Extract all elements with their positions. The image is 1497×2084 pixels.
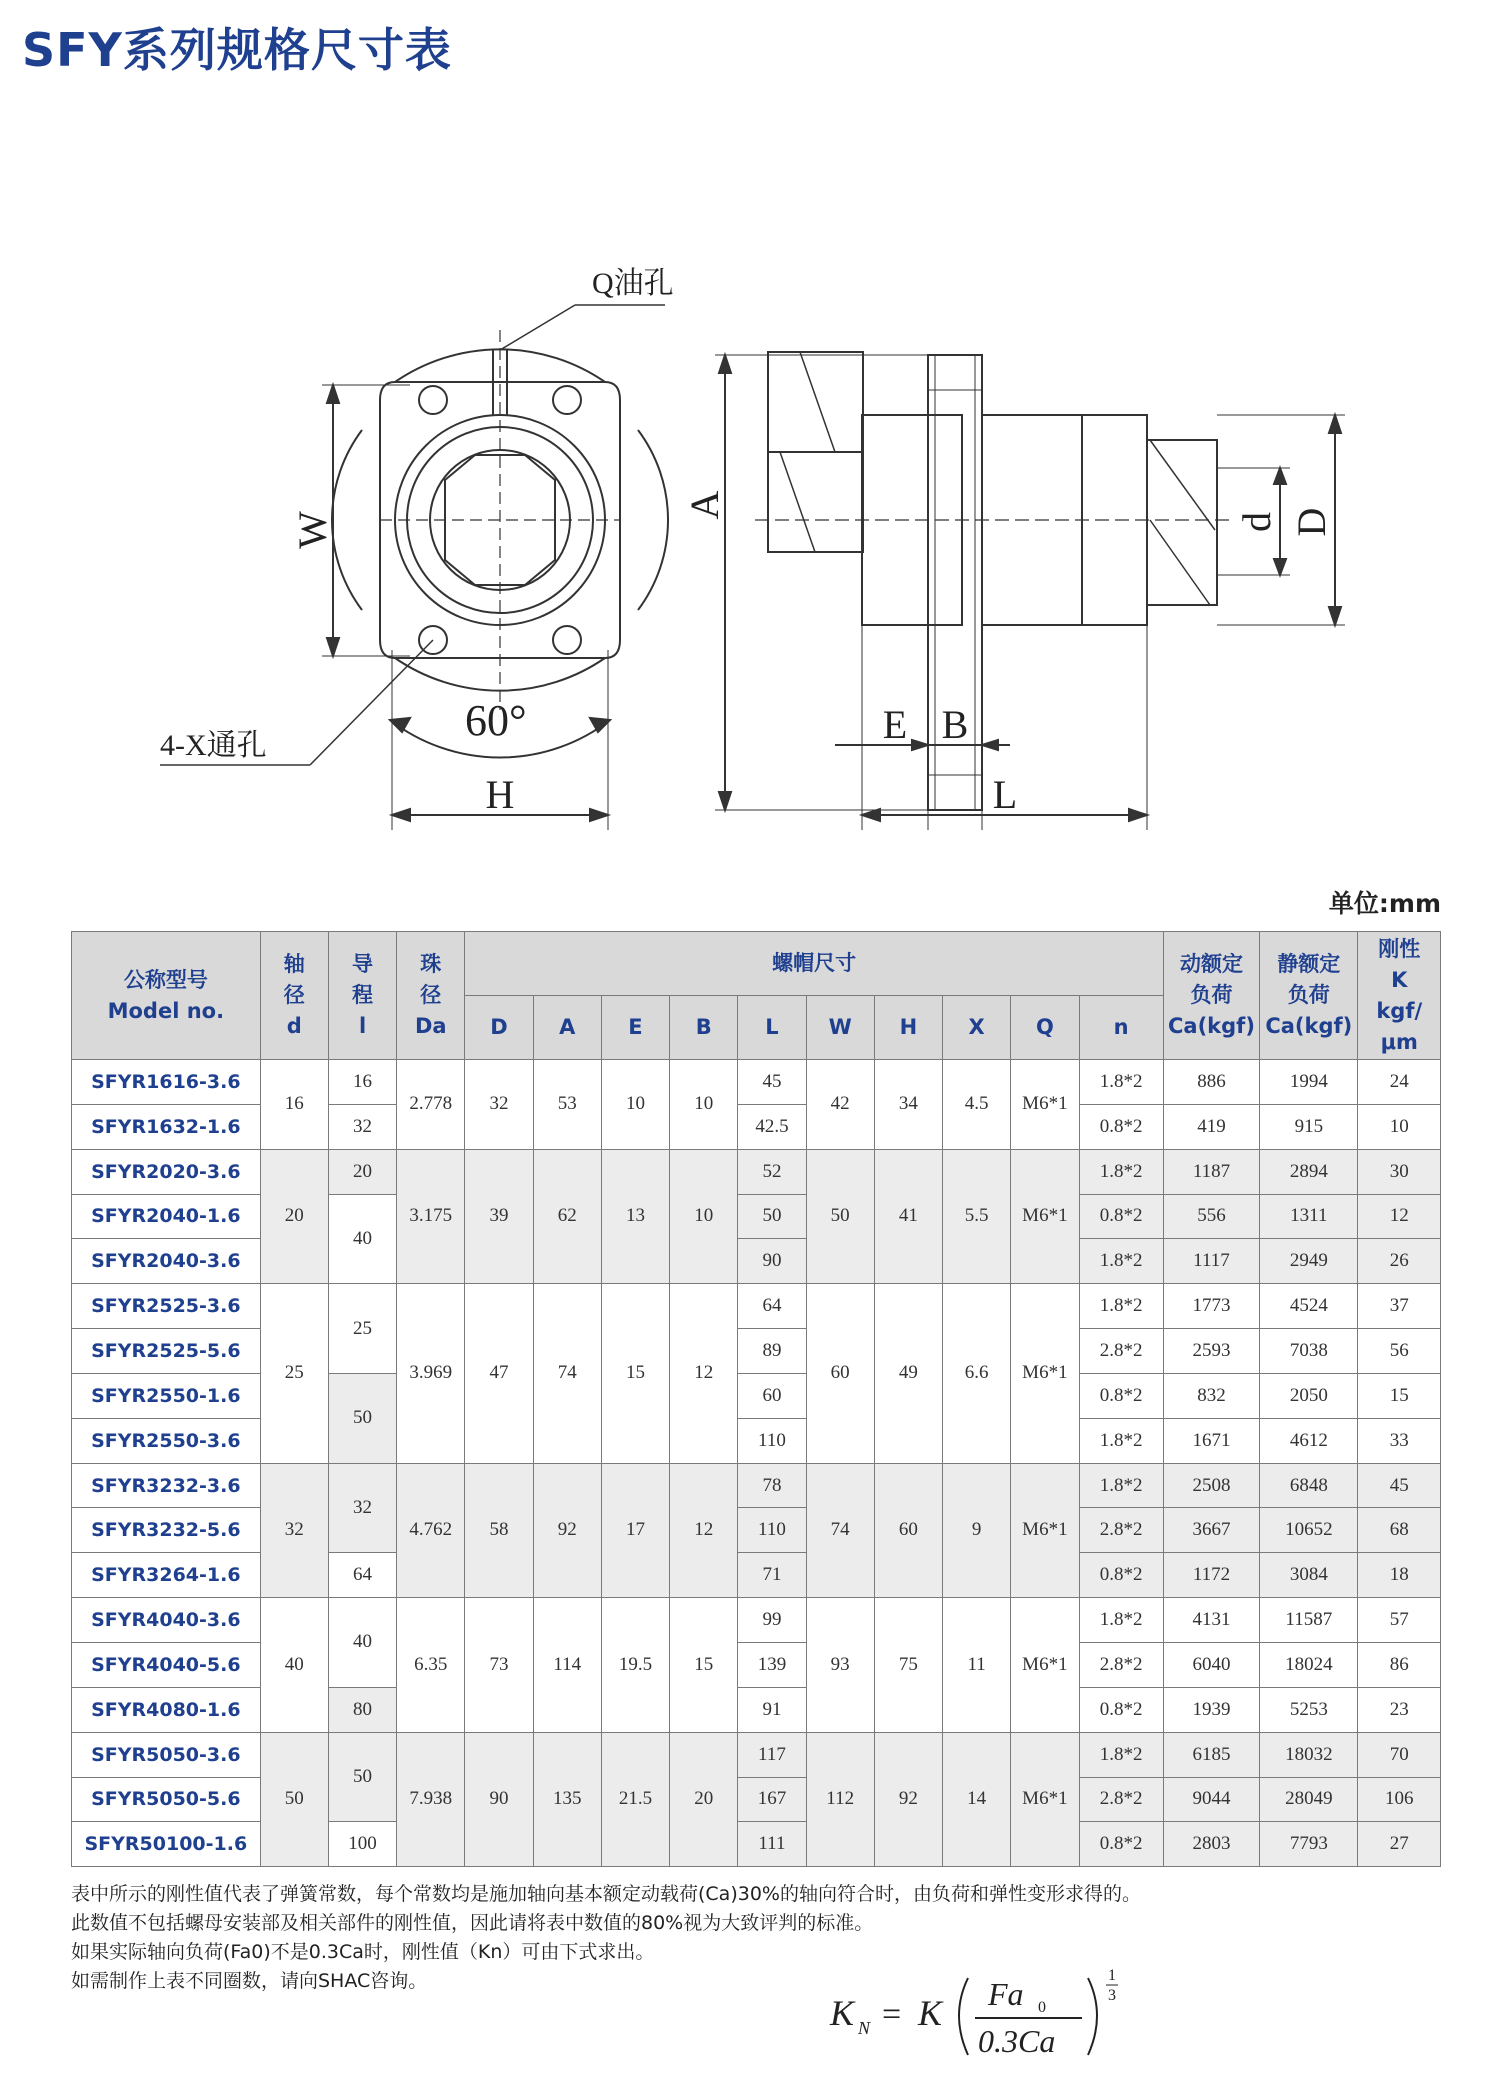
turns-n-cell: 0.8*2 (1079, 1553, 1163, 1598)
dynamic-load-cell: 556 (1163, 1194, 1259, 1239)
formula-exp-num: 1 (1108, 1967, 1116, 1984)
header-col-q: Q (1011, 996, 1079, 1060)
static-load-cell: 4612 (1260, 1418, 1358, 1463)
rigidity-cell: 15 (1358, 1373, 1441, 1418)
note-line: 此数值不包括螺母安装部及相关部件的刚性值，因此请将表中数值的80%视为大致评判的标准。 (71, 1912, 874, 1934)
dim-l-cell: 60 (738, 1373, 806, 1418)
dim-a-cell: 53 (533, 1060, 601, 1150)
turns-n-cell: 1.8*2 (1079, 1284, 1163, 1329)
dim-b-cell: 12 (670, 1284, 738, 1463)
dim-q-cell: M6*1 (1011, 1598, 1079, 1733)
lead-cell: 32 (328, 1104, 396, 1149)
model-cell: SFYR3232-5.6 (72, 1508, 261, 1553)
technical-drawing (0, 230, 1497, 850)
rigidity-cell: 26 (1358, 1239, 1441, 1284)
rigidity-cell: 86 (1358, 1642, 1441, 1687)
rigidity-cell: 106 (1358, 1777, 1441, 1822)
dim-l-cell: 78 (738, 1463, 806, 1508)
model-cell: SFYR2020-3.6 (72, 1149, 261, 1194)
dim-a-cell: 92 (533, 1463, 601, 1598)
dim-b-cell: 10 (670, 1149, 738, 1284)
turns-n-cell: 0.8*2 (1079, 1373, 1163, 1418)
formula-equals: = (882, 1996, 902, 2033)
dim-b-cell: 15 (670, 1598, 738, 1733)
dynamic-load-cell: 1671 (1163, 1418, 1259, 1463)
dim-h-cell: 49 (874, 1284, 942, 1463)
lead-cell: 20 (328, 1149, 396, 1194)
header-rigidity: 刚性 K kgf/μm (1358, 932, 1441, 1060)
model-cell: SFYR2040-3.6 (72, 1239, 261, 1284)
dim-e-cell: 10 (601, 1060, 669, 1150)
rigidity-cell: 27 (1358, 1822, 1441, 1867)
rigidity-cell: 23 (1358, 1687, 1441, 1732)
dim-w-cell: 50 (806, 1149, 874, 1284)
note-line: 表中所示的刚性值代表了弹簧常数，每个常数均是施加轴向基本额定动载荷(Ca)30%的轴向符合时，由负荷和弹性变形求得的。 (71, 1883, 1141, 1905)
turns-n-cell: 0.8*2 (1079, 1687, 1163, 1732)
dim-b-cell: 12 (670, 1463, 738, 1598)
header-nut-dims: 螺帽尺寸 (465, 932, 1163, 996)
dim-e-cell: 19.5 (601, 1598, 669, 1733)
dim-l-cell: 91 (738, 1687, 806, 1732)
dim-d-cell: 90 (465, 1732, 533, 1867)
dim-l-cell: 71 (738, 1553, 806, 1598)
header-model: 公称型号 Model no. (72, 932, 261, 1060)
table-row (72, 1060, 1441, 1105)
dim-l-cell: 110 (738, 1418, 806, 1463)
model-cell: SFYR5050-3.6 (72, 1732, 261, 1777)
turns-n-cell: 2.8*2 (1079, 1508, 1163, 1553)
dynamic-load-cell: 2803 (1163, 1822, 1259, 1867)
static-load-cell: 5253 (1260, 1687, 1358, 1732)
lead-cell: 32 (328, 1463, 396, 1553)
dim-l-cell: 50 (738, 1194, 806, 1239)
shaft-d-cell: 50 (260, 1732, 328, 1867)
dim-q-cell: M6*1 (1011, 1463, 1079, 1598)
dim-q-cell: M6*1 (1011, 1732, 1079, 1867)
dynamic-load-cell: 2508 (1163, 1463, 1259, 1508)
model-cell: SFYR2525-3.6 (72, 1284, 261, 1329)
header-col-w: W (806, 996, 874, 1060)
lead-cell: 40 (328, 1598, 396, 1688)
dim-d-large-label: D (1289, 507, 1334, 537)
rigidity-cell: 30 (1358, 1149, 1441, 1194)
rigidity-cell: 12 (1358, 1194, 1441, 1239)
dim-x-cell: 14 (943, 1732, 1011, 1867)
dim-l-cell: 64 (738, 1284, 806, 1329)
header-col-h: H (874, 996, 942, 1060)
dim-b-cell: 20 (670, 1732, 738, 1867)
header-col-e: E (601, 996, 669, 1060)
header-static-load: 静额定 负荷 Ca(kgf) (1260, 932, 1358, 1060)
rigidity-cell: 10 (1358, 1104, 1441, 1149)
ball-da-cell: 6.35 (397, 1598, 465, 1733)
table-row (72, 1149, 1441, 1194)
rigidity-cell: 33 (1358, 1418, 1441, 1463)
dim-q-cell: M6*1 (1011, 1284, 1079, 1463)
oil-hole-label: Q油孔 (592, 267, 674, 300)
static-load-cell: 1994 (1260, 1060, 1358, 1105)
formula-numerator-sub: 0 (1038, 1999, 1046, 2016)
header-shaft-d: 轴 径 d (260, 932, 328, 1060)
dim-e-cell: 15 (601, 1284, 669, 1463)
dim-l-cell: 52 (738, 1149, 806, 1194)
formula-exp-den: 3 (1108, 1987, 1116, 2004)
header-col-n: n (1079, 996, 1163, 1060)
turns-n-cell: 1.8*2 (1079, 1149, 1163, 1194)
model-cell: SFYR1616-3.6 (72, 1060, 261, 1105)
dim-d-cell: 39 (465, 1149, 533, 1284)
note-line: 如需制作上表不同圈数，请向SHAC咨询。 (71, 1970, 428, 1992)
rigidity-cell: 68 (1358, 1508, 1441, 1553)
rigidity-cell: 56 (1358, 1329, 1441, 1374)
model-cell: SFYR1632-1.6 (72, 1104, 261, 1149)
ball-da-cell: 3.175 (397, 1149, 465, 1284)
turns-n-cell: 1.8*2 (1079, 1732, 1163, 1777)
dim-a-cell: 114 (533, 1598, 601, 1733)
dim-a-label: A (682, 490, 727, 520)
ball-da-cell: 2.778 (397, 1060, 465, 1150)
dynamic-load-cell: 1939 (1163, 1687, 1259, 1732)
ball-da-cell: 4.762 (397, 1463, 465, 1598)
dim-l-cell: 110 (738, 1508, 806, 1553)
dim-h-cell: 60 (874, 1463, 942, 1598)
lead-cell: 25 (328, 1284, 396, 1374)
shaft-d-cell: 16 (260, 1060, 328, 1150)
dim-l-cell: 99 (738, 1598, 806, 1643)
through-hole-label: 4-X通孔 (160, 729, 267, 762)
lead-cell: 100 (328, 1822, 396, 1867)
note-line: 如果实际轴向负荷(Fa0)不是0.3Ca时，刚性值（Kn）可由下式求出。 (71, 1941, 655, 1963)
dim-l-label: L (992, 772, 1018, 817)
model-cell: SFYR4040-3.6 (72, 1598, 261, 1643)
header-col-x: X (943, 996, 1011, 1060)
turns-n-cell: 2.8*2 (1079, 1642, 1163, 1687)
model-cell: SFYR2525-5.6 (72, 1329, 261, 1374)
dynamic-load-cell: 4131 (1163, 1598, 1259, 1643)
unit-label: 单位:mm (1328, 889, 1441, 918)
model-cell: SFYR2550-1.6 (72, 1373, 261, 1418)
dynamic-load-cell: 9044 (1163, 1777, 1259, 1822)
dynamic-load-cell: 419 (1163, 1104, 1259, 1149)
rigidity-cell: 24 (1358, 1060, 1441, 1105)
dim-w-cell: 93 (806, 1598, 874, 1733)
rigidity-cell: 57 (1358, 1598, 1441, 1643)
static-load-cell: 18032 (1260, 1732, 1358, 1777)
dim-a-cell: 74 (533, 1284, 601, 1463)
dynamic-load-cell: 886 (1163, 1060, 1259, 1105)
ball-da-cell: 3.969 (397, 1284, 465, 1463)
dynamic-load-cell: 1117 (1163, 1239, 1259, 1284)
ball-da-cell: 7.938 (397, 1732, 465, 1867)
model-cell: SFYR4040-5.6 (72, 1642, 261, 1687)
lead-cell: 50 (328, 1732, 396, 1822)
turns-n-cell: 2.8*2 (1079, 1777, 1163, 1822)
dynamic-load-cell: 1172 (1163, 1553, 1259, 1598)
static-load-cell: 2894 (1260, 1149, 1358, 1194)
static-load-cell: 28049 (1260, 1777, 1358, 1822)
lead-cell: 16 (328, 1060, 396, 1105)
dim-e-cell: 17 (601, 1463, 669, 1598)
turns-n-cell: 0.8*2 (1079, 1104, 1163, 1149)
turns-n-cell: 1.8*2 (1079, 1418, 1163, 1463)
formula-kn: K (830, 1993, 855, 2033)
dim-d-cell: 58 (465, 1463, 533, 1598)
turns-n-cell: 1.8*2 (1079, 1060, 1163, 1105)
angle-label: 60° (465, 696, 527, 745)
model-cell: SFYR50100-1.6 (72, 1822, 261, 1867)
formula-k: K (918, 1993, 943, 2033)
dynamic-load-cell: 1773 (1163, 1284, 1259, 1329)
table-row (72, 1463, 1441, 1508)
header-ball-da: 珠 径 Da (397, 932, 465, 1060)
shaft-d-cell: 32 (260, 1463, 328, 1598)
model-cell: SFYR3264-1.6 (72, 1553, 261, 1598)
turns-n-cell: 1.8*2 (1079, 1598, 1163, 1643)
dim-l-cell: 117 (738, 1732, 806, 1777)
turns-n-cell: 0.8*2 (1079, 1822, 1163, 1867)
static-load-cell: 2050 (1260, 1373, 1358, 1418)
dim-e-cell: 21.5 (601, 1732, 669, 1867)
dynamic-load-cell: 6185 (1163, 1732, 1259, 1777)
static-load-cell: 2949 (1260, 1239, 1358, 1284)
header-col-a: A (533, 996, 601, 1060)
dim-e-label: E (882, 702, 908, 747)
lead-cell: 80 (328, 1687, 396, 1732)
table-row (72, 1598, 1441, 1643)
turns-n-cell: 1.8*2 (1079, 1239, 1163, 1284)
shaft-d-cell: 40 (260, 1598, 328, 1733)
dim-l-cell: 167 (738, 1777, 806, 1822)
static-load-cell: 18024 (1260, 1642, 1358, 1687)
lead-cell: 40 (328, 1194, 396, 1284)
header-lead-l: 导 程 l (328, 932, 396, 1060)
dim-l-cell: 139 (738, 1642, 806, 1687)
model-cell: SFYR3232-3.6 (72, 1463, 261, 1508)
dim-h-cell: 41 (874, 1149, 942, 1284)
dynamic-load-cell: 3667 (1163, 1508, 1259, 1553)
dim-d-cell: 73 (465, 1598, 533, 1733)
dim-x-cell: 4.5 (943, 1060, 1011, 1150)
static-load-cell: 915 (1260, 1104, 1358, 1149)
notes (71, 1880, 1451, 1996)
static-load-cell: 3084 (1260, 1553, 1358, 1598)
dim-h-cell: 92 (874, 1732, 942, 1867)
dim-x-cell: 5.5 (943, 1149, 1011, 1284)
dynamic-load-cell: 832 (1163, 1373, 1259, 1418)
dim-a-cell: 62 (533, 1149, 601, 1284)
turns-n-cell: 2.8*2 (1079, 1329, 1163, 1374)
dim-a-cell: 135 (533, 1732, 601, 1867)
rigidity-cell: 70 (1358, 1732, 1441, 1777)
formula-numerator: Fa (988, 1976, 1024, 2012)
dynamic-load-cell: 2593 (1163, 1329, 1259, 1374)
dim-l-cell: 90 (738, 1239, 806, 1284)
static-load-cell: 1311 (1260, 1194, 1358, 1239)
dim-l-cell: 45 (738, 1060, 806, 1105)
dim-b-label: B (941, 702, 969, 747)
dim-l-cell: 89 (738, 1329, 806, 1374)
dim-e-cell: 13 (601, 1149, 669, 1284)
dim-x-cell: 11 (943, 1598, 1011, 1733)
static-load-cell: 4524 (1260, 1284, 1358, 1329)
static-load-cell: 7793 (1260, 1822, 1358, 1867)
dim-d-small-label: d (1234, 512, 1279, 532)
static-load-cell: 6848 (1260, 1463, 1358, 1508)
dim-q-cell: M6*1 (1011, 1149, 1079, 1284)
rigidity-cell: 37 (1358, 1284, 1441, 1329)
model-cell: SFYR2550-3.6 (72, 1418, 261, 1463)
dim-b-cell: 10 (670, 1060, 738, 1150)
dim-h-label: H (485, 772, 515, 817)
turns-n-cell: 1.8*2 (1079, 1463, 1163, 1508)
dim-x-cell: 6.6 (943, 1284, 1011, 1463)
dynamic-load-cell: 6040 (1163, 1642, 1259, 1687)
model-cell: SFYR2040-1.6 (72, 1194, 261, 1239)
dim-l-cell: 42.5 (738, 1104, 806, 1149)
static-load-cell: 11587 (1260, 1598, 1358, 1643)
dynamic-load-cell: 1187 (1163, 1149, 1259, 1194)
dim-w-cell: 112 (806, 1732, 874, 1867)
lead-cell: 50 (328, 1373, 396, 1463)
dim-w-cell: 74 (806, 1463, 874, 1598)
table-row (72, 1732, 1441, 1777)
header-col-d: D (465, 996, 533, 1060)
turns-n-cell: 0.8*2 (1079, 1194, 1163, 1239)
dim-h-cell: 75 (874, 1598, 942, 1733)
formula-denominator: 0.3Ca (978, 2023, 1056, 2059)
static-load-cell: 10652 (1260, 1508, 1358, 1553)
dim-w-cell: 60 (806, 1284, 874, 1463)
lead-cell: 64 (328, 1553, 396, 1598)
header-col-l: L (738, 996, 806, 1060)
spec-table (71, 931, 1441, 1867)
dim-w-cell: 42 (806, 1060, 874, 1150)
table-row (72, 1284, 1441, 1329)
static-load-cell: 7038 (1260, 1329, 1358, 1374)
dim-w-label: W (290, 511, 335, 549)
header-dynamic-load: 动额定 负荷 Ca(kgf) (1163, 932, 1259, 1060)
dim-q-cell: M6*1 (1011, 1060, 1079, 1150)
rigidity-cell: 18 (1358, 1553, 1441, 1598)
shaft-d-cell: 20 (260, 1149, 328, 1284)
dim-d-cell: 32 (465, 1060, 533, 1150)
shaft-d-cell: 25 (260, 1284, 328, 1463)
dim-h-cell: 34 (874, 1060, 942, 1150)
dim-d-cell: 47 (465, 1284, 533, 1463)
rigidity-formula (820, 1960, 1140, 2070)
page-title: SFY系列规格尺寸表 (22, 23, 452, 77)
formula-kn-sub: N (858, 2018, 871, 2038)
rigidity-cell: 45 (1358, 1463, 1441, 1508)
model-cell: SFYR5050-5.6 (72, 1777, 261, 1822)
dim-x-cell: 9 (943, 1463, 1011, 1598)
header-col-b: B (670, 996, 738, 1060)
model-cell: SFYR4080-1.6 (72, 1687, 261, 1732)
dim-l-cell: 111 (738, 1822, 806, 1867)
